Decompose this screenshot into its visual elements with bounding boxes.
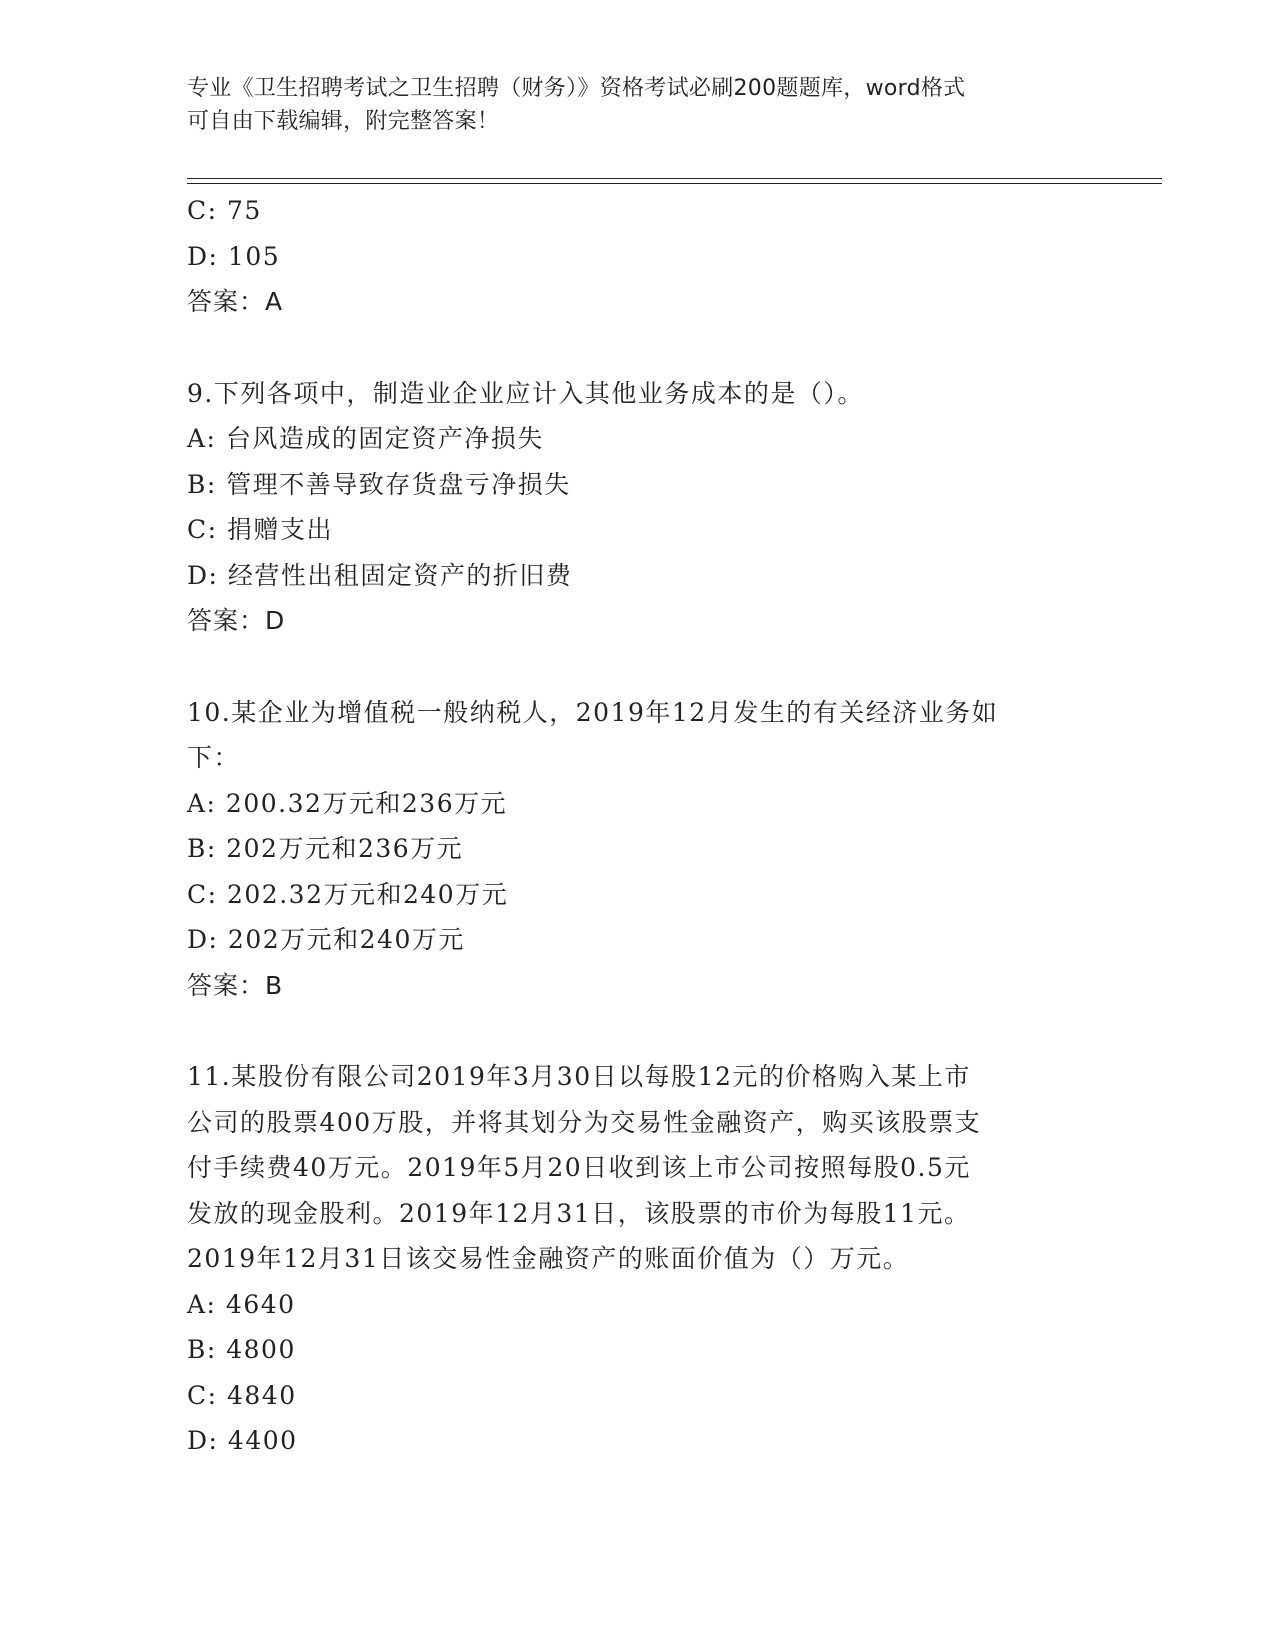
option-b: B: 4800 <box>187 1335 296 1364</box>
option-c: C: 202.32万元和240万元 <box>187 879 509 909</box>
header-divider-bottom <box>187 183 1162 184</box>
answer-line: 答案：B <box>187 970 284 1000</box>
option-d: D: 4400 <box>187 1426 298 1455</box>
question-9 <box>187 371 1067 644</box>
answer-line: 答案：A <box>187 287 284 316</box>
option-a: A: 4640 <box>187 1289 296 1319</box>
question-10 <box>187 690 1067 1009</box>
question-stem-line: 发放的现金股利。2019年12月31日，该股票的市价为每股11元。 <box>187 1198 971 1228</box>
header-title-line-1: 专业《卫生招聘考试之卫生招聘（财务）》资格考试必刷200题题库，word格式 <box>187 76 966 101</box>
question-stem-line: 10.某企业为增值税一般纳税人，2019年12月发生的有关经济业务如 <box>187 697 999 727</box>
question-stem-line: 11.某股份有限公司2019年3月30日以每股12元的价格购入某上市 <box>187 1062 971 1091</box>
header-divider-top <box>187 178 1162 179</box>
question-stem-line: 下： <box>187 743 241 772</box>
option-b: B: 202万元和236万元 <box>187 834 464 863</box>
question-stem-line: 公司的股票400万股，并将其划分为交易性金融资产，购买该股票支 <box>187 1107 982 1137</box>
option-c: C: 捐赠支出 <box>187 515 333 544</box>
option-a: A: 200.32万元和236万元 <box>187 788 508 818</box>
document-header <box>187 72 1067 138</box>
question-11 <box>187 1054 1067 1464</box>
answer-line: 答案：D <box>187 606 286 635</box>
option-d: D: 经营性出租固定资产的折旧费 <box>187 560 573 590</box>
spacer <box>187 325 1067 371</box>
header-title-line-2: 可自由下载编辑，附完整答案！ <box>187 109 500 134</box>
question-8-tail <box>187 188 1067 325</box>
option-a: A: 台风造成的固定资产净损失 <box>187 424 544 453</box>
spacer <box>187 1008 1067 1054</box>
option-b: B: 管理不善导致存货盘亏净损失 <box>187 469 571 499</box>
question-stem-line: 2019年12月31日该交易性金融资产的账面价值为（）万元。 <box>187 1244 910 1273</box>
question-stem-line: 付手续费40万元。2019年5月20日收到该上市公司按照每股0.5元 <box>187 1153 971 1182</box>
document-body <box>187 188 1067 1464</box>
option-d: D: 202万元和240万元 <box>187 925 465 954</box>
option-c: C: 4840 <box>187 1380 297 1410</box>
spacer <box>187 644 1067 690</box>
question-stem: 9.下列各项中，制造业企业应计入其他业务成本的是（）。 <box>187 378 864 408</box>
option-d: D: 105 <box>187 241 281 271</box>
option-c: C: 75 <box>187 196 262 225</box>
